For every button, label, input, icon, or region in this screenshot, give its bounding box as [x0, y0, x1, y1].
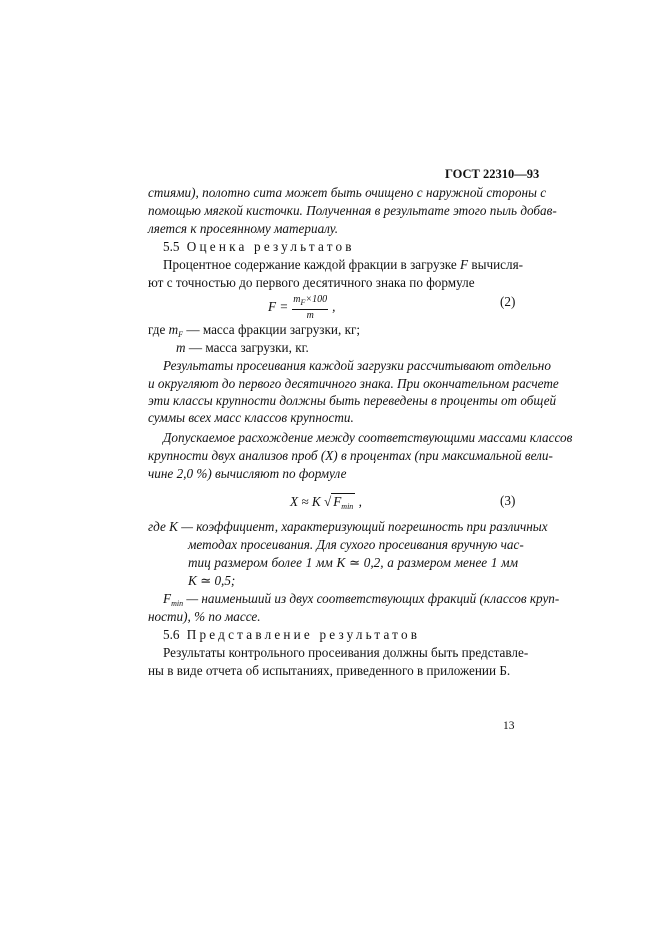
def3-line-1: где K — коэффициент, характеризующий погрешность при различных [148, 519, 548, 534]
formula-2-tail: , [332, 299, 336, 315]
section-5-5-number: 5.5 [163, 239, 180, 254]
def-fmin-sub: min [171, 599, 184, 608]
def-fmin-symbol: F [163, 591, 172, 606]
def-m-text: — масса загрузки, кг. [188, 340, 309, 355]
def-mF-symbol: m [168, 322, 179, 337]
formula-2-den: m [306, 310, 314, 321]
formula-3 [290, 493, 362, 514]
intro-line-2: помощью мягкой кисточки. Полученная в результате этого пыль добав- [148, 203, 557, 218]
formula-3-radicand [331, 493, 355, 514]
para1-line-1 [163, 257, 524, 273]
formula-2-number: (2) [500, 294, 516, 309]
def3-line-2: методах просеивания. Для сухого просеивания вручную час- [188, 537, 524, 552]
para2-line-4: суммы всех масс классов крупности. [148, 410, 354, 425]
formula-2-num-sub: F [300, 298, 306, 307]
formula-3-lhs: X ≈ K [290, 494, 321, 509]
para1-text-b: вычисля- [471, 257, 524, 272]
formula-3-rad-sub: min [341, 502, 354, 511]
section-5-6-title: Представление результатов [186, 627, 421, 642]
para1-line-2: ют с точностью до первого десятичного знака по формуле [148, 275, 475, 290]
para1-symbol-F: F [460, 257, 469, 272]
formula-2-num-rest: ×100 [305, 294, 328, 305]
para2-line-2: и округляют до первого десятичного знака. При окончательном расчете [148, 376, 559, 391]
def-mF-text: — масса фракции загрузки, кг; [186, 322, 361, 337]
formula-3-tail: , [358, 494, 362, 509]
para3-line-3: чине 2,0 %) вычисляют по формуле [148, 466, 347, 481]
sqrt-icon: √ [323, 494, 332, 509]
formula-3-number: (3) [500, 493, 516, 508]
para3-line-2: крупности двух анализов проб (X) в процентах (при максимальной вели- [148, 448, 553, 463]
para1-text-a: Процентное содержание каждой фракции в загрузке [163, 257, 457, 272]
formula-2 [268, 294, 335, 322]
standard-header: ГОСТ 22310—93 [445, 167, 540, 181]
para2-line-3: эти классы крупности должны быть переведены в проценты от общей [148, 393, 557, 408]
section-5-6-number: 5.6 [163, 627, 180, 642]
def-mF-sub: F [178, 330, 184, 339]
def-fmin-text: — наименьший из двух соответствующих фракций (классов круп- [186, 591, 560, 606]
def3-line-4: K ≃ 0,5; [188, 573, 236, 588]
formula-2-lhs: F = [268, 299, 289, 315]
para3-line-1: Допускаемое расхождение между соответствующими массами классов [163, 430, 573, 445]
def-where: где [148, 322, 166, 337]
def-m [176, 340, 309, 356]
def-m-symbol: m [176, 340, 186, 355]
intro-line-1: стиями), полотно сита может быть очищено с наружной стороны с [148, 185, 547, 200]
section-5-6-heading [163, 627, 420, 643]
section-5-5-heading [163, 239, 355, 255]
section-5-6-line-1: Результаты контрольного просеивания должны быть представле- [163, 645, 529, 660]
intro-line-3: ляется к просеянному материалу. [148, 221, 339, 236]
def-fmin-line-2: ности), % по массе. [148, 609, 261, 624]
def3-line-3: тиц размером более 1 мм K ≃ 0,2, а размером менее 1 мм [188, 555, 518, 570]
formula-2-fraction [292, 294, 328, 322]
section-5-5-title: Оценка результатов [186, 239, 355, 254]
formula-3-rad-F: F [333, 494, 342, 509]
formula-2-num-m: m [293, 294, 301, 305]
page-number: 13 [503, 720, 515, 732]
para2-line-1: Результаты просеивания каждой загрузки рассчитывают отдельно [163, 358, 551, 373]
section-5-6-line-2: ны в виде отчета об испытаниях, приведенного в приложении Б. [148, 663, 511, 678]
